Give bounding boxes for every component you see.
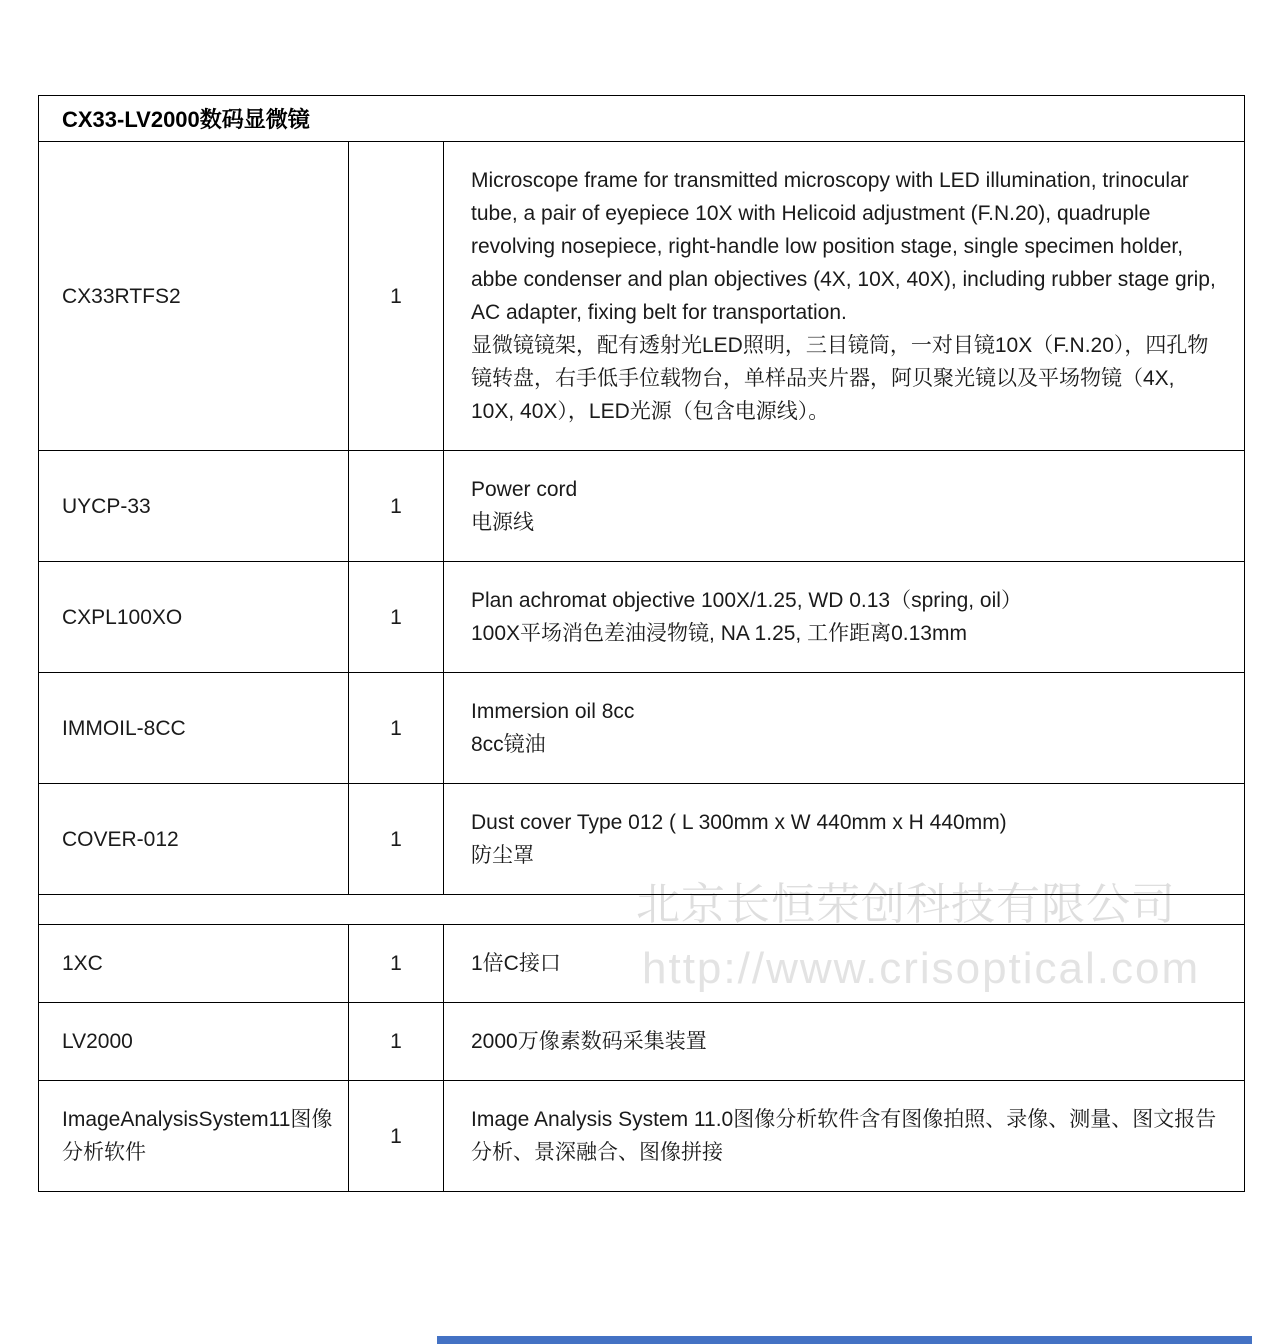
qty-cell: 1 [349, 1081, 444, 1192]
qty-cell: 1 [349, 451, 444, 562]
model-cell: ImageAnalysisSystem11图像分析软件 [39, 1081, 349, 1192]
description-paragraph: Microscope frame for transmitted microscopy with LED illumination, trinocular tube, a pair of eyepiece 10X with Helicoid adjustment (F.N.20), quadruple revolving nosepiece, right-handle low position stage, single specimen holder, abbe condenser and plan objectives (4X, 10X, 40X), including rubber stage grip, AC adapter, fixing belt for transportation. [471, 169, 1216, 324]
model-cell: CXPL100XO [39, 562, 349, 673]
spec-table [38, 95, 1245, 1192]
model-cell: 1XC [39, 925, 349, 1003]
table-row [39, 1081, 1245, 1192]
description-paragraph: Plan achromat objective 100X/1.25, WD 0.13（spring, oil） [471, 589, 1022, 612]
qty-cell: 1 [349, 142, 444, 451]
model-cell: COVER-012 [39, 784, 349, 895]
description-paragraph: Image Analysis System 11.0图像分析软件含有图像拍照、录像、测量、图文报告分析、景深融合、图像拼接 [471, 1108, 1217, 1164]
qty-cell: 1 [349, 673, 444, 784]
model-cell: UYCP-33 [39, 451, 349, 562]
description-cell [444, 925, 1245, 1003]
model-cell: IMMOIL-8CC [39, 673, 349, 784]
table-row [39, 784, 1245, 895]
spacer-row [39, 895, 1245, 925]
qty-cell: 1 [349, 784, 444, 895]
table-row [39, 925, 1245, 1003]
description-cell [444, 451, 1245, 562]
table-row [39, 1003, 1245, 1081]
table-title: CX33-LV2000数码显微镜 [39, 96, 1245, 142]
description-cell [444, 562, 1245, 673]
model-cell: CX33RTFS2 [39, 142, 349, 451]
description-paragraph: 电源线 [471, 511, 534, 534]
description-cell [444, 1081, 1245, 1192]
description-cell [444, 1003, 1245, 1081]
description-cell [444, 142, 1245, 451]
description-paragraph: Immersion oil 8cc [471, 700, 635, 723]
bottom-blue-bar [437, 1336, 1252, 1344]
spacer-cell [39, 895, 1245, 925]
description-paragraph: 防尘罩 [471, 844, 534, 867]
watermark-url: http://www.crisoptical.com [642, 944, 1201, 993]
qty-cell: 1 [349, 1003, 444, 1081]
spec-table-body [39, 142, 1245, 1192]
model-cell: LV2000 [39, 1003, 349, 1081]
table-row [39, 142, 1245, 451]
description-paragraph: 2000万像素数码采集装置 [471, 1030, 707, 1053]
description-paragraph: Power cord [471, 478, 578, 501]
description-paragraph: Dust cover Type 012 ( L 300mm x W 440mm x H 440mm) [471, 811, 1007, 834]
table-row [39, 562, 1245, 673]
description-paragraph: 8cc镜油 [471, 733, 546, 756]
description-paragraph: 100X平场消色差油浸物镜, NA 1.25, 工作距离0.13mm [471, 622, 967, 645]
table-row [39, 451, 1245, 562]
description-paragraph: 1倍C接口 [471, 952, 561, 975]
qty-cell: 1 [349, 562, 444, 673]
watermark-company: 北京长恒荣创科技有限公司 [636, 880, 1176, 929]
table-header-row [39, 96, 1245, 142]
description-cell [444, 784, 1245, 895]
qty-cell: 1 [349, 925, 444, 1003]
description-cell [444, 673, 1245, 784]
description-paragraph: 显微镜镜架，配有透射光LED照明，三目镜筒，一对目镜10X（F.N.20），四孔物镜转盘，右手低手位载物台，单样品夹片器，阿贝聚光镜以及平场物镜（4X, 10X, 40X），LED光源（包含电源线）。 [471, 334, 1209, 423]
table-row [39, 673, 1245, 784]
